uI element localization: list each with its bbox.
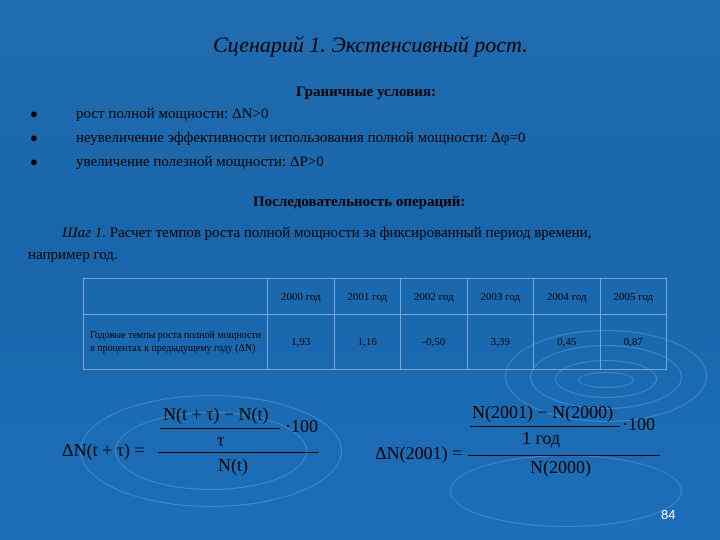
formula-numerator: N(t + τ) − N(t) [163,404,269,424]
boundary-conditions-heading: Граничные условия: [296,84,437,100]
table-header-cell: 2001 год [334,279,401,315]
formula-denominator: N(t) [218,455,248,475]
table-row-label: Годовые темпы роста полной мощности в процентах к предыдущему году (ΔN) [84,315,268,370]
formula-fraction-line [158,452,318,453]
step-label: Шаг 1. [62,225,106,241]
formula-numerator: N(2001) − N(2000) [472,402,614,422]
table-corner-cell [84,279,268,315]
step-text-continued: например год. [28,247,118,263]
bullet-dot-icon: ● [30,130,38,145]
table-cell: 1,93 [268,315,335,370]
step-text: Расчет темпов роста полной мощности за фиксированный период времени, [109,225,592,241]
step-paragraph [28,222,708,266]
table-header-cell: 2004 год [534,279,601,315]
table-header-cell: 2005 год [600,279,667,315]
formula-fraction-line [468,455,660,456]
table-cell: 1,16 [334,315,401,370]
formula-inner-fraction-line [160,428,280,429]
formula-tau: τ [217,430,225,450]
formula-period: 1 год [522,428,561,448]
table-cell: 3,39 [467,315,534,370]
bullet-dot-icon: ● [30,106,38,121]
table-cell: 0,87 [600,315,667,370]
page-number: 84 [661,507,676,522]
table-cell: 0,45 [534,315,601,370]
formula-denominator: N(2000) [530,457,591,477]
formula-inner-fraction-line [470,426,620,427]
formula-lhs: ΔN(2001) = [375,443,463,463]
table-header-cell: 2002 год [401,279,468,315]
formula-lhs: ΔN(t + τ) = [62,440,145,460]
table-cell: -0,50 [401,315,468,370]
table-header-cell: 2000 год [268,279,335,315]
bullet-dot-icon: ● [30,154,38,169]
formula-multiplier: ·100 [622,414,655,434]
growth-rate-table [83,278,667,370]
formula-multiplier: ·100 [285,416,318,436]
table-header-cell: 2003 год [467,279,534,315]
slide-title: Сценарий 1. Экстенсивный рост. [213,32,528,57]
sequence-heading: Последовательность операций: [253,194,466,210]
